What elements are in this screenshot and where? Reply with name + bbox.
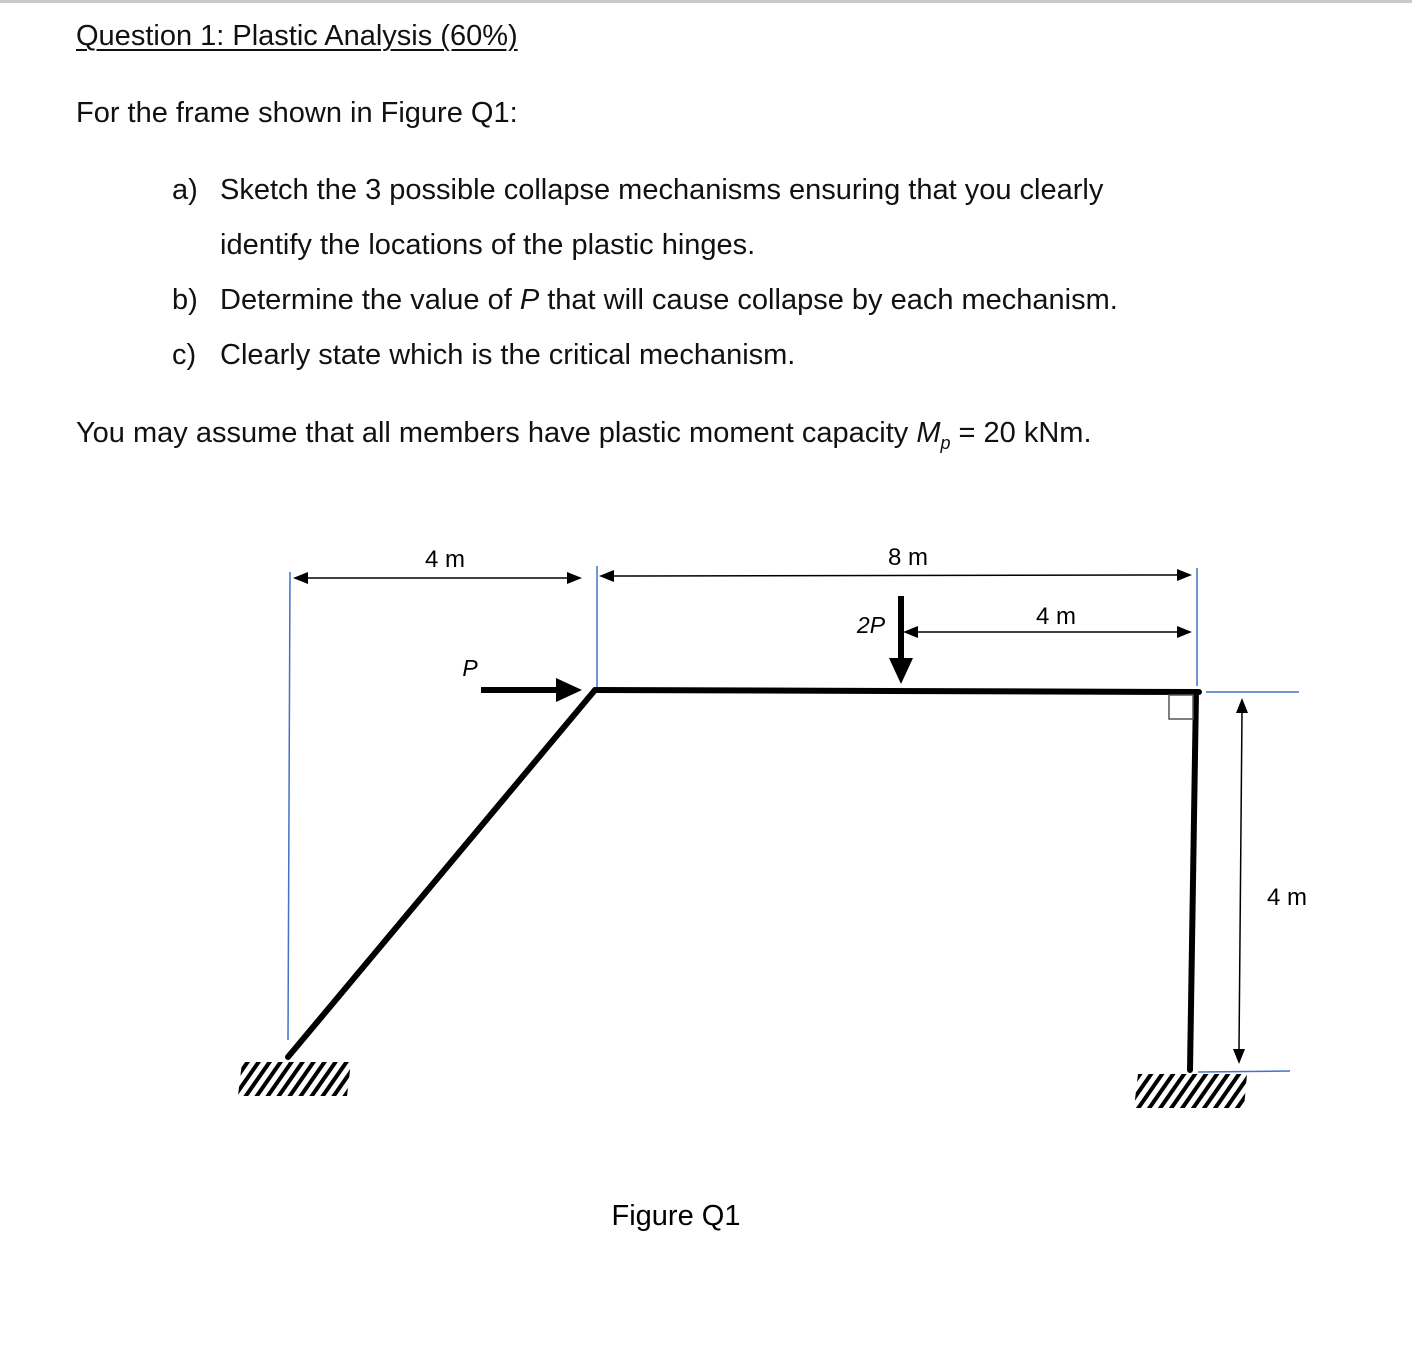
item-text: Clearly state which is the critical mechanism. <box>220 339 796 371</box>
inclined-member <box>288 690 595 1057</box>
item-text-var: P <box>519 284 540 316</box>
dimension-left-span-label: 4 m <box>424 546 466 573</box>
horizontal-load-arrow <box>481 678 582 702</box>
item-label: a) <box>172 174 198 206</box>
item-text-line1: Sketch the 3 possible collapse mechanisms ensuring that you clearly <box>220 174 1104 206</box>
moment-subscript: p <box>940 432 951 453</box>
dimension-left-span <box>293 572 582 584</box>
dimension-column-height-label: 4 m <box>1266 884 1308 911</box>
column-member <box>1190 692 1196 1070</box>
figure-caption: Figure Q1 <box>611 1200 741 1232</box>
fixed-support-left <box>238 1062 351 1096</box>
item-text-pre: Determine the value of <box>220 284 520 316</box>
extension-line-left <box>288 572 290 1040</box>
rigid-joint-marker <box>1169 695 1193 719</box>
assumption-pre: You may assume that all members have plastic moment capacity <box>76 417 917 449</box>
moment-symbol: $M_p$ <box>916 417 951 453</box>
item-label: c) <box>172 339 197 371</box>
assumption-post: = 20 kNm. <box>950 417 1092 449</box>
question-heading: Question 1: Plastic Analysis (60%) <box>76 20 518 52</box>
item-label: b) <box>172 284 198 316</box>
dimension-total-span-label: 8 m <box>887 544 929 571</box>
extension-line-bottom <box>1198 1071 1290 1072</box>
dimension-column-height <box>1233 698 1248 1064</box>
vertical-load-label: 2P <box>856 612 886 638</box>
vertical-load-arrow <box>889 596 913 684</box>
horizontal-load-label: P <box>462 655 478 681</box>
item-text-line2: identify the locations of the plastic hinges. <box>220 229 756 261</box>
dimension-load-offset-label: 4 m <box>1035 603 1077 630</box>
beam-member <box>595 690 1199 692</box>
intro-text: For the frame shown in Figure Q1: <box>76 97 518 129</box>
item-text-post: that will cause collapse by each mechanism. <box>539 284 1118 316</box>
fixed-support-right <box>1134 1074 1247 1108</box>
